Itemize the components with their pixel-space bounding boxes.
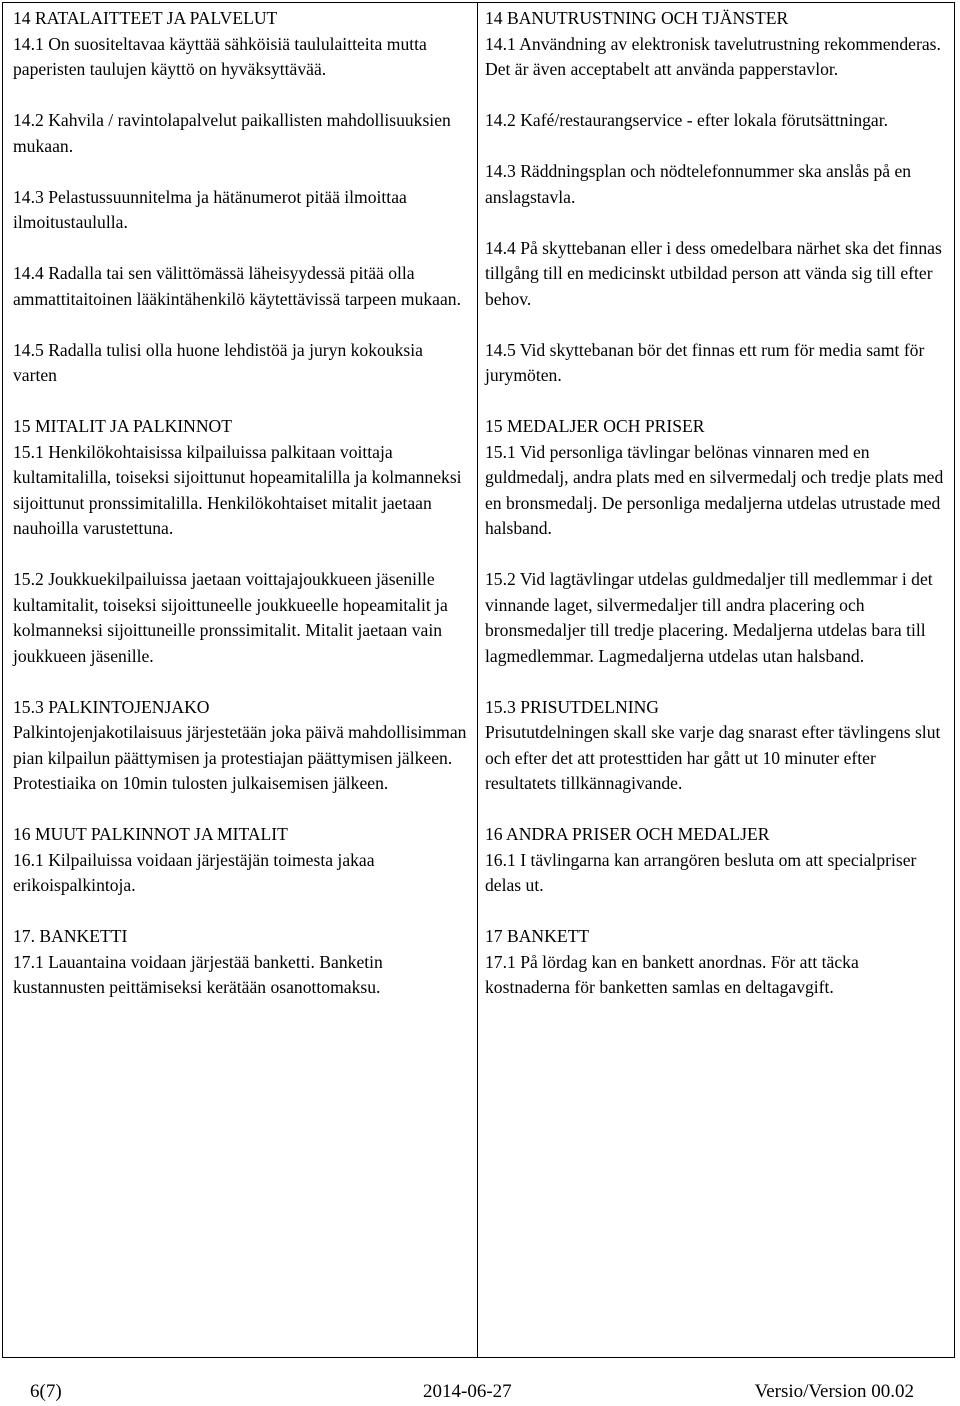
rule-15-2-fi: 15.2 Joukkuekilpailuissa jaetaan voittajajoukkueen jäsenille kultamitalit, toiseksi sijoittuneelle joukkueelle hopeamitalit ja kolmanneksi sijoittuneille pronssimitalit. Mitalit jaetaan vain joukkueen jäsenille.	[13, 569, 448, 666]
spacer	[485, 83, 946, 109]
rule-16-1-fi: 16.1 Kilpailuissa voidaan järjestäjän toimesta jakaa erikoispalkintoja.	[13, 849, 375, 895]
section-16-title-sv: 16 ANDRA PRISER OCH MEDALJER	[485, 824, 770, 844]
page-footer	[0, 1380, 960, 1406]
rule-14-4-fi: 14.4 Radalla tai sen välittömässä läheisyydessä pitää olla ammattitaitoinen lääkintähenkilö käytettävissä tarpeen mukaan.	[13, 263, 461, 309]
rule-15-3-sv: Prisututdelningen skall ske varje dag snarast efter tävlingens slut och efter det att protesttiden har gått ut 10 minuter efter resultatets tillkännagivande.	[485, 722, 941, 793]
rule-17-1-sv: 17.1 På lördag kan en bankett anordnas. För att täcka kostnaderna för banketten samlas en deltagavgift.	[485, 951, 859, 997]
rule-15-3-fi: Palkintojenjakotilaisuus järjestetään joka päivä mahdollisimman pian kilpailun päättymisen ja protestiajan päättymisen jälkeen. Protestiaika on 10min tulosten julkaisemisen jälkeen.	[13, 722, 467, 793]
rule-15-1-fi: 15.1 Henkilökohtaisissa kilpailuissa palkitaan voittaja kultamitalilla, toiseksi sijoittunut hopeamitalilla ja kolmanneksi sijoittunut pronssimitalilla. Henkilökohtaiset mitalit jaetaan nauhoilla varustettuna.	[13, 441, 462, 538]
spacer	[13, 542, 469, 568]
rule-15-3-title-fi: 15.3 PALKINTOJENJAKO	[13, 696, 210, 717]
section-17-title-sv: 17 BANKETT	[485, 926, 590, 946]
spacer	[13, 899, 469, 925]
document-date: 2014-06-27	[423, 1381, 512, 1402]
section-14-title-sv: 14 BANUTRUSTNING OCH TJÄNSTER	[485, 8, 789, 28]
rule-14-4-sv: 14.4 På skyttebanan eller i dess omedelbara närhet ska det finnas tillgång till en medicinskt utbildad person att vända sig till efter behov.	[485, 237, 942, 309]
rule-14-5-sv: 14.5 Vid skyttebanan bör det finnas ett rum för media samt för jurymöten.	[485, 339, 925, 385]
rule-14-3-fi: 14.3 Pelastussuunnitelma ja hätänumerot pitää ilmoittaa ilmoitustaululla.	[13, 186, 407, 232]
section-17-title-fi: 17. BANKETTI	[13, 926, 128, 946]
spacer	[13, 159, 469, 185]
rule-14-2-sv: 14.2 Kafé/restaurangservice - efter lokala förutsättningar.	[485, 110, 889, 130]
rule-15-1-sv: 15.1 Vid personliga tävlingar belönas vinnaren med en guldmedalj, andra plats med en silvermedalj och tredje plats med en bronsmedalj. De personliga medaljerna utdelas utrustade med halsband.	[485, 441, 944, 538]
section-14-title-fi: 14 RATALAITTEET JA PALVELUT	[13, 8, 278, 28]
document-version: Versio/Version 00.02	[754, 1381, 914, 1402]
section-15-title-sv: 15 MEDALJER OCH PRISER	[485, 416, 705, 436]
finnish-column	[3, 3, 478, 1357]
rule-15-3-title-sv: 15.3 PRISUTDELNING	[485, 696, 659, 717]
spacer	[485, 669, 946, 695]
rule-14-2-fi: 14.2 Kahvila / ravintolapalvelut paikallisten mahdollisuuksien mukaan.	[13, 110, 451, 156]
bilingual-rules-table	[2, 2, 955, 1358]
swedish-column	[478, 3, 954, 1357]
spacer	[13, 83, 469, 109]
spacer	[485, 389, 946, 415]
spacer	[485, 210, 946, 236]
spacer	[485, 134, 946, 160]
spacer	[485, 899, 946, 925]
rule-17-1-fi: 17.1 Lauantaina voidaan järjestää banketti. Banketin kustannusten peittämiseksi kerätään osanottomaksu.	[13, 951, 383, 997]
spacer	[485, 797, 946, 823]
spacer	[13, 669, 469, 695]
section-15-title-fi: 15 MITALIT JA PALKINNOT	[13, 416, 233, 436]
rule-14-1-sv: 14.1 Användning av elektronisk tavelutrustning rekommenderas. Det är även acceptabelt att använda papperstavlor.	[485, 33, 941, 79]
rule-14-3-sv: 14.3 Räddningsplan och nödtelefonnummer ska anslås på en anslagstavla.	[485, 161, 912, 207]
rule-14-1-fi: 14.1 On suositeltavaa käyttää sähköisiä taululaitteita mutta paperisten taulujen käyttö on hyväksyttävää.	[13, 33, 427, 79]
rule-16-1-sv: 16.1 I tävlingarna kan arrangören besluta om att specialpriser delas ut.	[485, 849, 917, 895]
spacer	[13, 312, 469, 338]
spacer	[13, 797, 469, 823]
section-16-title-fi: 16 MUUT PALKINNOT JA MITALIT	[13, 824, 288, 844]
rule-14-5-fi: 14.5 Radalla tulisi olla huone lehdistöä ja juryn kokouksia varten	[13, 339, 423, 385]
spacer	[13, 389, 469, 415]
rule-15-2-sv: 15.2 Vid lagtävlingar utdelas guldmedaljer till medlemmar i det vinnande laget, silvermedaljer till andra placering och bronsmedaljer till tredje placering. Medaljerna utdelas bara till lagmedlemmar. Lagmedaljerna utdelas utan halsband.	[485, 569, 933, 666]
spacer	[13, 236, 469, 262]
spacer	[485, 312, 946, 338]
page-number: 6(7)	[30, 1381, 62, 1402]
spacer	[485, 542, 946, 568]
